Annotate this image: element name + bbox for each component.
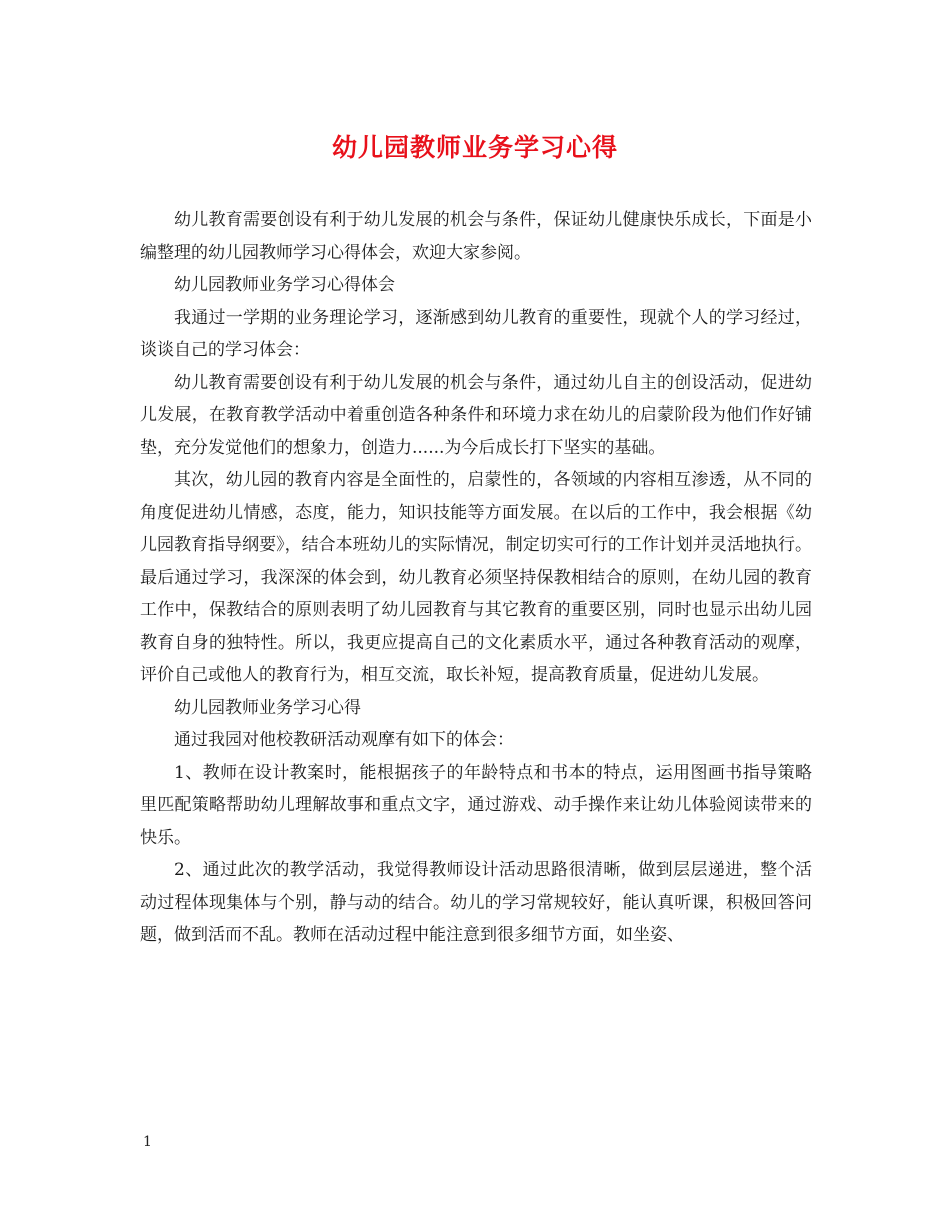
paragraph-intro: 幼儿教育需要创设有利于幼儿发展的机会与条件，保证幼儿健康快乐成长，下面是小编整理的幼儿园教师学习心得体会，欢迎大家参阅。 — [140, 210, 812, 263]
section-heading-1: 幼儿园教师业务学习心得体会 — [174, 275, 395, 295]
document-body — [140, 204, 812, 952]
paragraph-3: 幼儿教育需要创设有利于幼儿发展的机会与条件，通过幼儿自主的创设活动，促进幼儿发展，在教育教学活动中着重创造各种条件和环境力求在幼儿的启蒙阶段为他们作好铺垫，充分发觉他们的想象力，创造力......为今后成长打下坚实的基础。 — [140, 372, 812, 458]
paragraph-7: 1、教师在设计教案时，能根据孩子的年龄特点和书本的特点，运用图画书指导策略里匹配策略帮助幼儿理解故事和重点文字，通过游戏、动手操作来让幼儿体验阅读带来的快乐。 — [140, 762, 812, 848]
section-heading-2: 幼儿园教师业务学习心得 — [174, 697, 361, 718]
paragraph-6: 通过我园对他校教研活动观摩有如下的体会： — [174, 730, 514, 750]
paragraph-8: 2、通过此次的教学活动，我觉得教师设计活动思路很清晰，做到层层递进，整个活动过程体现集体与个别，静与动的结合。幼儿的学习常规较好，能认真听课，积极回答问题，做到活而不乱。教师在活动过程中能注意到很多细节方面，如坐姿、 — [140, 860, 812, 945]
document-title: 幼儿园教师业务学习心得 — [331, 133, 618, 162]
paragraph-2: 我通过一学期的业务理论学习，逐渐感到幼儿教育的重要性，现就个人的学习经过，谈谈自己的学习体会： — [140, 307, 812, 360]
paragraph-4: 其次，幼儿园的教育内容是全面性的，启蒙性的，各领域的内容相互渗透，从不同的角度促进幼儿情感，态度，能力，知识技能等方面发展。在以后的工作中，我会根据《幼儿园教育指导纲要》，结合本班幼儿的实际情况，制定切实可行的工作计划并灵活地执行。最后通过学习，我深深的体会到，幼儿教育必须坚持保教相结合的原则，在幼儿园的教育工作中，保教结合的原则表明了幼儿园教育与其它教育的重要区别，同时也显示出幼儿园教育自身的独特性。所以，我更应提高自己的文化素质水平，通过各种教育活动的观摩，评价自己或他人的教育行为，相互交流，取长补短，提高教育质量，促进幼儿发展。 — [140, 470, 812, 685]
page-number: 1 — [143, 1134, 152, 1150]
